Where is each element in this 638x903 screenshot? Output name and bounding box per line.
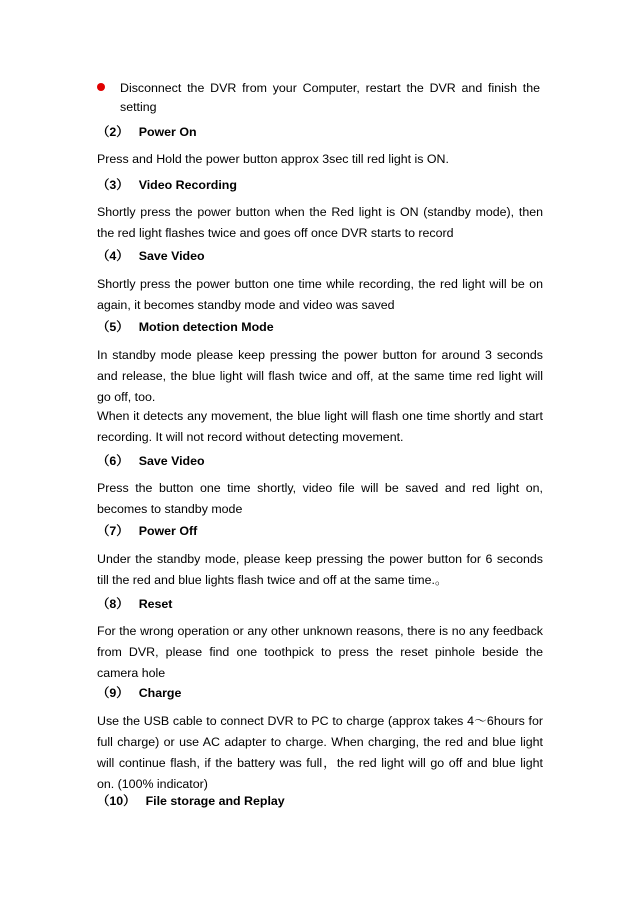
paragraph-motion-detection-1: In standby mode please keep pressing the power button for around 3 seconds and release, the blue light will flash twice and off, at the same time red light will go off, too. bbox=[97, 348, 543, 404]
paragraph-save-video-2: Press the button one time shortly, video file will be saved and red light on, becomes to standby mode bbox=[97, 481, 543, 516]
paragraph-save-video: Shortly press the power button one time while recording, the red light will be on again, it becomes standby mode and video was saved bbox=[97, 277, 543, 312]
section-number: （8） bbox=[97, 597, 129, 611]
red-bullet-icon bbox=[97, 83, 105, 91]
section-heading-reset bbox=[97, 596, 172, 612]
section-title: Power On bbox=[138, 125, 197, 139]
section-heading-motion-detection bbox=[97, 319, 274, 335]
paragraph-motion-detection-2: When it detects any movement, the blue light will flash one time shortly and start recording. It will not record without detecting movement. bbox=[97, 409, 543, 444]
section-title: Video Recording bbox=[138, 178, 237, 192]
section-number: （9） bbox=[97, 686, 129, 700]
section-title: Power Off bbox=[138, 524, 198, 538]
section-heading-video-recording bbox=[97, 177, 237, 193]
section-number: （7） bbox=[97, 524, 129, 538]
section-heading-file-storage bbox=[97, 793, 285, 809]
section-heading-power-off bbox=[97, 523, 197, 539]
section-number: （5） bbox=[97, 320, 129, 334]
section-heading-power-on bbox=[97, 124, 197, 140]
paragraph-power-off: Under the standby mode, please keep pressing the power button for 6 seconds till the red and blue lights flash twice and off at the same time.。 bbox=[97, 552, 543, 587]
section-heading-save-video-2 bbox=[97, 453, 205, 469]
section-title: Save Video bbox=[138, 249, 205, 263]
section-title: File storage and Replay bbox=[145, 794, 285, 808]
section-number: （4） bbox=[97, 249, 129, 263]
bullet-text: Disconnect the DVR from your Computer, restart the DVR and finish the setting bbox=[120, 81, 540, 114]
section-title: Motion detection Mode bbox=[138, 320, 274, 334]
paragraph-reset: For the wrong operation or any other unknown reasons, there is no any feedback from DVR, please find one toothpick to press the reset pinhole beside the camera hole bbox=[97, 624, 543, 680]
section-number: （6） bbox=[97, 454, 129, 468]
section-title: Save Video bbox=[138, 454, 205, 468]
section-number: （10） bbox=[97, 794, 136, 808]
section-heading-save-video bbox=[97, 248, 205, 264]
section-heading-charge bbox=[97, 685, 181, 701]
paragraph-charge: Use the USB cable to connect DVR to PC to charge (approx takes 4～6hours for full charge) or use AC adapter to charge. When charging, the red and blue light will continue flash, if the battery was full，the red light will go off and blue light on. (100% indicator) bbox=[97, 714, 543, 791]
section-number: （2） bbox=[97, 125, 129, 139]
section-number: （3） bbox=[97, 178, 129, 192]
section-title: Charge bbox=[138, 686, 182, 700]
paragraph-power-on: Press and Hold the power button approx 3sec till red light is ON. bbox=[97, 152, 449, 166]
paragraph-video-recording: Shortly press the power button when the Red light is ON (standby mode), then the red light flashes twice and goes off once DVR starts to record bbox=[97, 205, 543, 240]
section-title: Reset bbox=[138, 597, 173, 611]
